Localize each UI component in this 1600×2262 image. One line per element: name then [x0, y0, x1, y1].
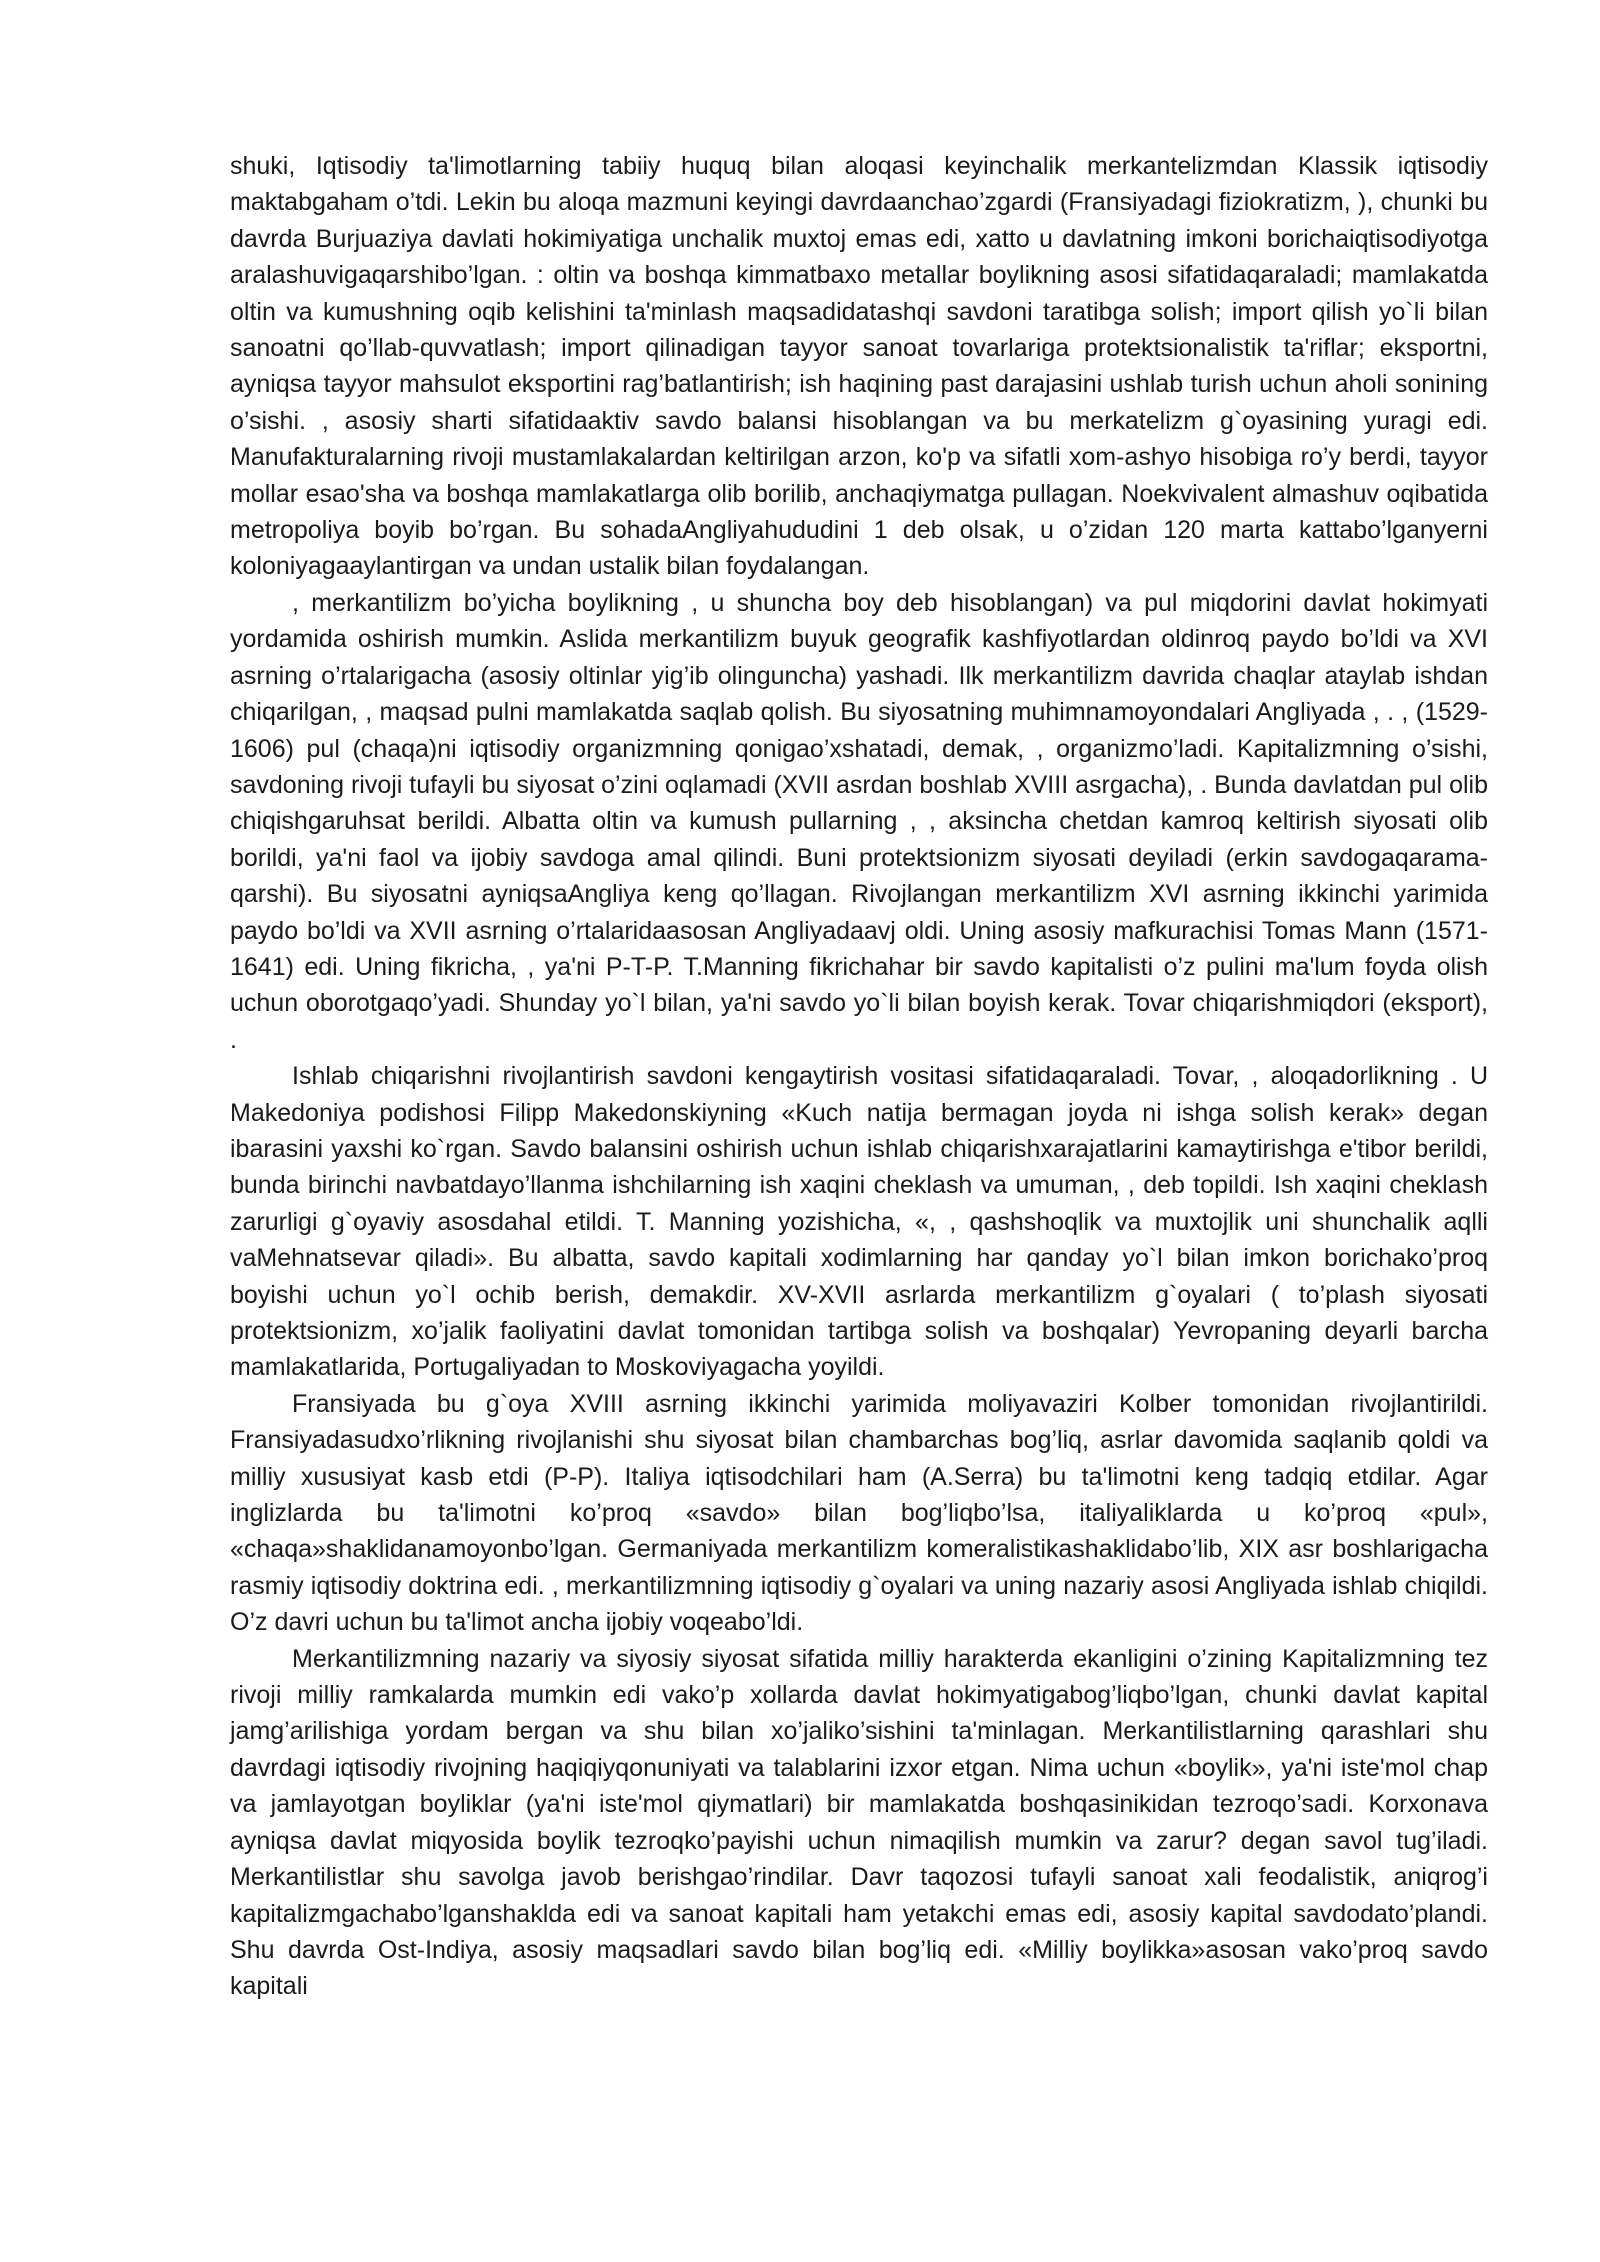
paragraph-4: Fransiyada bu g`oya XVIII asrning ikkinchi yarimida moliyavaziri Kolber tomonidan rivojlantirildi. Fransiyadasudxo’rlikning rivojlanishi shu siyosat bilan chambarchas bog’liq, asrlar davomida saqlanib qoldi va milliy xususiyat kasb etdi (P-P). Italiya iqtisodchilari ham (A.Serra) bu ta'limotni keng tadqiq etdilar. Agar inglizlarda bu ta'limotni ko’proq «savdo» bilan bog’liqbo’lsa, italiyaliklarda u ko’proq «pul», «chaqa»shaklidanamoyonbo’lgan. Germaniyada merkantilizm komeralistikashaklidabo’lib, XIX asr boshlarigacha rasmiy iqtisodiy doktrina edi. , merkantilizmning iqtisodiy g`oyalari va uning nazariy asosi Angliyada ishlab chiqildi. O’z davri uchun bu ta'limot ancha ijobiy voqeabo’ldi. — [230, 1389, 1488, 1637]
paragraph-2: , merkantilizm bo’yicha boylikning , u shuncha boy deb hisoblangan) va pul miqdorini davlat hokimyati yordamida oshirish mumkin. Aslida merkantilizm buyuk geografik kashfiyotlardan oldinroq paydo bo’ldi va XVI asrning o’rtalarigacha (asosiy oltinlar yig’ib olinguncha) yashadi. Ilk merkantilizm davrida chaqlar ataylab ishdan chiqarilgan, , maqsad pulni mamlakatda saqlab qolish. Bu siyosatning muhimnamoyondalari Angliyada , . , (1529-1606) pul (chaqa)ni iqtisodiy organizmning qonigao’xshatadi, demak, , organizmo’ladi. Kapitalizmning o’sishi, savdoning rivoji tufayli bu siyosat o’zini oqlamadi (XVII asrdan boshlab XVIII asrgacha), . Bunda davlatdan pul olib chiqishgaruhsat berildi. Albatta oltin va kumush pullarning , , aksincha chetdan kamroq keltirish siyosati olib borildi, ya'ni faol va ijobiy savdoga amal qilindi. Buni protektsionizm siyosati deyiladi (erkin savdogaqarama-qarshi). Bu siyosatni ayniqsaAngliya keng qo’llagan. Rivojlangan merkantilizm XVI asrning ikkinchi yarimida paydo bo’ldi va XVII asrning o’rtalaridaasosan Angliyadaavj oldi. Uning asosiy mafkurachisi Tomas Mann (1571-1641) edi. Uning fikricha, , ya'ni P-T-P. T.Manning fikrichahar bir savdo kapitalisti o’z pulini ma'lum foyda olish uchun oborotgaqo’yadi. Shunday yo`l bilan, ya'ni savdo yo`li bilan boyish kerak. Tovar chiqarishmiqdori (eksport), . — [230, 588, 1488, 1054]
paragraph-5: Merkantilizmning nazariy va siyosiy siyosat sifatida milliy harakterda ekanligini o’zining Kapitalizmning tez rivoji milliy ramkalarda mumkin edi vako’p xollarda davlat hokimyatigabog’liqbo’lgan, chunki davlat kapital jamg’arilishiga yordam bergan va shu bilan xo’jaliko’sishini ta'minlagan. Merkantilistlarning qarashlari shu davrdagi iqtisodiy rivojning haqiqiyqonuniyati va talablarini izxor etgan. Nima uchun «boylik», ya'ni iste'mol chap va jamlayotgan boyliklar (ya'ni iste'mol qiymatlari) bir mamlakatda boshqasinikidan tezroqo’sadi. Korxonava ayniqsa davlat miqyosida boylik tezroqko’payishi uchun nimaqilish mumkin va zarur? degan savol tug’iladi. Merkantilistlar shu savolga javob berishgao’rindilar. Davr taqozosi tufayli sanoat xali feodalistik, aniqrog’i kapitalizmgachabo’lganshaklda edi va sanoat kapitali ham yetakchi emas edi, asosiy kapital savdodato’plandi. Shu davrda Ost-Indiya, asosiy maqsadlari savdo bilan bog’liq edi. «Milliy boylikka»asosan vako’proq savdo kapitali — [230, 1644, 1488, 2001]
paragraph-1: shuki, Iqtisodiy ta'limotlarning tabiiy huquq bilan aloqasi keyinchalik merkantelizmdan Klassik iqtisodiy maktabgaham o’tdi. Lekin bu aloqa mazmuni keyingi davrdaanchao’zgardi (Fransiyadagi fiziokratizm, ), chunki bu davrda Burjuaziya davlati hokimiyatiga unchalik muxtoj emas edi, xatto u davlatning imkoni borichaiqtisodiyotga aralashuvigaqarshibo’lgan. : oltin va boshqa kimmatbaxo metallar boylikning asosi sifatidaqaraladi; mamlakatda oltin va kumushning oqib kelishini ta'minlash maqsadidatashqi savdoni taratibga solish; import qilish yo`li bilan sanoatni qo’llab-quvvatlash; import qilinadigan tayyor sanoat tovarlariga protektsionalistik ta'riflar; eksportni, ayniqsa tayyor mahsulot eksportini rag’batlantirish; ish haqining past darajasini ushlab turish uchun aholi sonining o’sishi. , asosiy sharti sifatidaaktiv savdo balansi hisoblangan va bu merkatelizm g`oyasining yuragi edi. Manufakturalarning rivoji mustamlakalardan keltirilgan arzon, ko'p va sifatli xom-ashyo hisobiga ro’y berdi, tayyor mollar esao'sha va boshqa mamlakatlarga olib borilib, anchaqiymatga pullagan. Noekvivalent almashuv oqibatida metropoliya boyib bo’rgan. Bu sohadaAngliyahududini 1 deb olsak, u o’zidan 120 marta kattabo’lganyerni koloniyagaaylantirgan va undan ustalik bilan foydalangan. — [230, 152, 1488, 581]
document-page — [230, 148, 1488, 2005]
paragraph-3: Ishlab chiqarishni rivojlantirish savdoni kengaytirish vositasi sifatidaqaraladi. Tovar, , aloqadorlikning . U Makedoniya podishosi Filipp Makedonskiyning «Kuch natija bermagan joyda ni ishga solish kerak» degan ibarasini yaxshi ko`rgan. Savdo balansini oshirish uchun ishlab chiqarishxarajatlarini kamaytirishga e'tibor berildi, bunda birinchi navbatdayo’llanma ishchilarning ish xaqini cheklash va umuman, , deb topildi. Ish xaqini cheklash zarurligi g`oyaviy asosdahal etildi. T. Manning yozishicha, «, , qashshoqlik va muxtojlik uni shunchalik aqlli vaMehnatsevar qiladi». Bu albatta, savdo kapitali xodimlarning har qanday yo`l bilan imkon borichako’proq boyishi uchun yo`l ochib berish, demakdir. XV-XVII asrlarda merkantilizm g`oyalari ( to’plash siyosati protektsionizm, xo’jalik faoliyatini davlat tomonidan tartibga solish va boshqalar) Yevropaning deyarli barcha mamlakatlarida, Portugaliyadan to Moskoviyagacha yoyildi. — [230, 1062, 1488, 1382]
